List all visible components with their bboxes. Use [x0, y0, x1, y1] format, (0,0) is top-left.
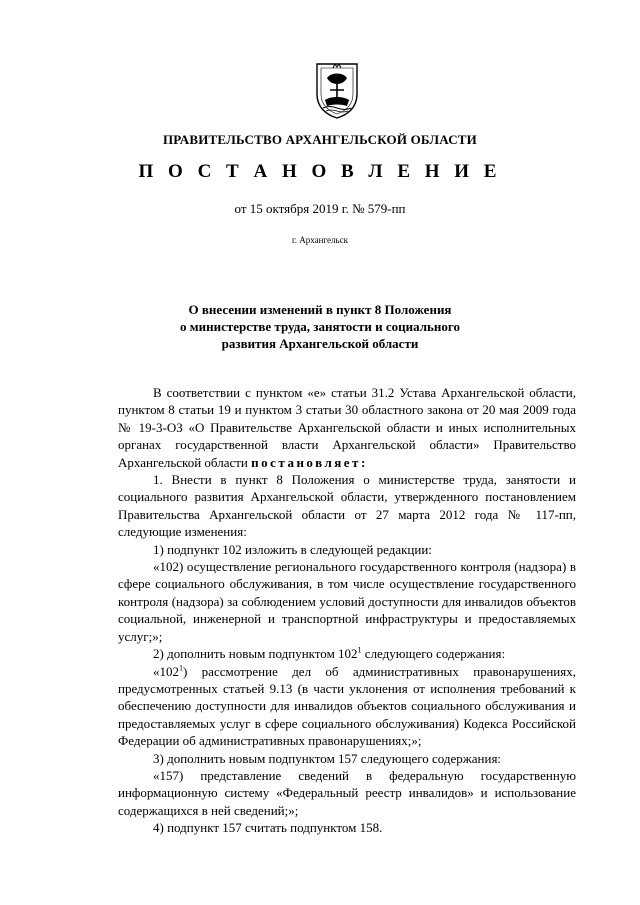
paragraph-157: «157) представление сведений в федеральную государственную информационную систему «Федеральный реестр инвалидов» и использование содержащихся в ней сведений;»; — [118, 767, 576, 818]
preamble-text: В соответствии с пунктом «е» статьи 31.2 Устава Архангельской области, пунктом 8 статьи 19 и пунктом 3 статьи 30 областного закона от 20 мая 2009 года № 19-3-ОЗ «О Правительстве Архангельской области и иных исполнительных органах государственной власти Архангельской области» Правительство Архангельской области — [118, 385, 576, 470]
document-title — [0, 301, 640, 352]
organization-name: ПРАВИТЕЛЬСТВО АРХАНГЕЛЬСКОЙ ОБЛАСТИ — [163, 132, 477, 147]
title-line: О внесении изменений в пункт 8 Положения — [188, 302, 452, 317]
paragraph-item-4: 4) подпункт 157 считать подпунктом 158. — [153, 820, 383, 836]
document-type: П О С Т А Н О В Л Е Н И Е — [138, 161, 502, 182]
title-line: развития Архангельской области — [221, 336, 419, 351]
resolve-colon: : — [360, 454, 368, 470]
item-102-1-text: ) рассмотрение дел об административных правонарушениях, предусмотренных статьей 9.13 (в части уклонения от исполнения требований к обеспечению доступности для инвалидов объектов социального обслуживания и предоставляемых услуг в сфере социального обслуживания) Кодекса Российской Федерации об административных правонарушениях;»; — [118, 663, 576, 749]
paragraph-102-1 — [118, 663, 576, 750]
superscript: 1 — [179, 663, 183, 673]
superscript: 1 — [357, 645, 362, 655]
item-102-1-start: «102 — [153, 663, 179, 679]
paragraph-102: «102) осуществление регионального государственного контроля (надзора) в сфере социального обслуживания, в том числе осуществление государственного контроля (надзора) за соблюдением условий доступности для инвалидов объектов социальной, инженерной и транспортной инфраструктуры и предоставляемых услуг;»; — [118, 559, 576, 644]
paragraph-item-3: 3) дополнить новым подпунктом 157 следующего содержания: — [153, 750, 502, 766]
item-2-text-end: следующего содержания: — [361, 646, 506, 662]
document-city: г. Архангельск — [292, 235, 348, 245]
paragraph-item-2 — [118, 645, 576, 662]
paragraph-1: 1. Внести в пункт 8 Положения о министерстве труда, занятости и социального развития Архангельской области, утвержденного постановлением Правительства Архангельской области от 27 марта 2012 года № 117-пп, следующие изменения: — [118, 472, 576, 540]
document-body — [118, 384, 576, 837]
paragraph-item-1: 1) подпункт 102 изложить в следующей редакции: — [153, 541, 432, 557]
item-2-text: 2) дополнить новым подпунктом 102 — [153, 646, 358, 662]
coat-of-arms-icon — [313, 60, 361, 120]
preamble-paragraph — [118, 384, 576, 471]
title-line: о министерстве труда, занятости и социального — [180, 319, 460, 334]
document-date-number: от 15 октября 2019 г. № 579-пп — [234, 201, 406, 216]
resolve-word: постановляет — [251, 454, 361, 470]
